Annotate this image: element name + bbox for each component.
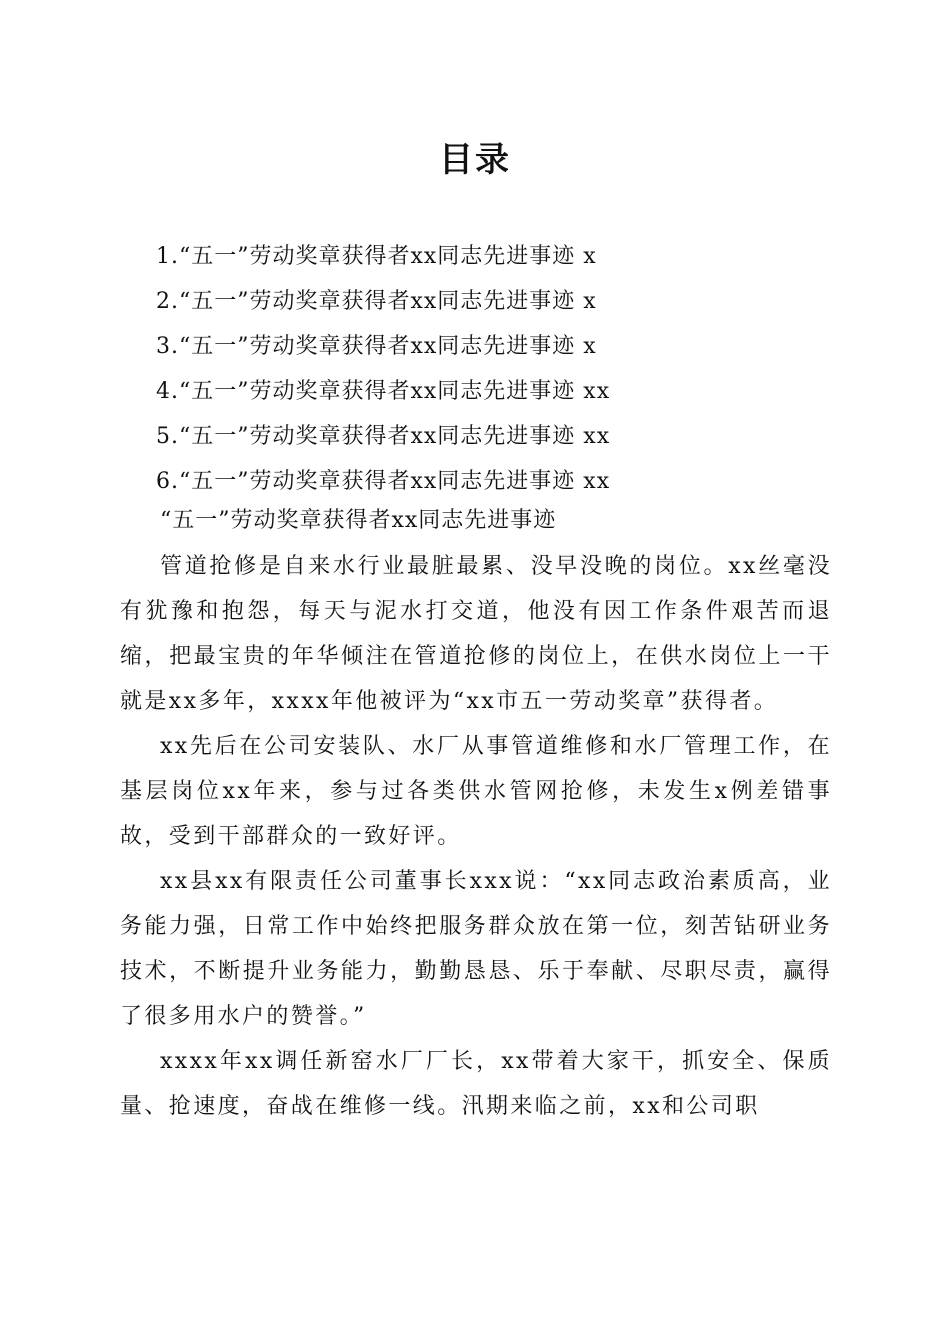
table-of-contents [156,234,856,504]
article-title: “五一”劳动奖章获得者xx同志先进事迹 [160,508,557,533]
paragraph-4: xxxx年xx调任新窑水厂厂长，xx带着大家干，抓安全、保质量、抢速度，奋战在维修一线。汛期来临之前，xx和公司职 [120,1049,832,1119]
paragraph-3: xx县xx有限责任公司董事长xxx说：“xx同志政治素质高，业务能力强，日常工作中始终把服务群众放在第一位，刻苦钻研业务技术，不断提升业务能力，勤勤恳恳、乐于奉献、尽职尽责，赢得了很多用水户的赞誉。” [120,869,832,1029]
paragraph-2: xx先后在公司安装队、水厂从事管道维修和水厂管理工作，在基层岗位xx年来，参与过各类供水管网抢修，未发生x例差错事故，受到干部群众的一致好评。 [120,734,832,849]
article-body [120,544,832,1129]
toc-item-3: 3.“五一”劳动奖章获得者xx同志先进事迹 x [156,334,597,359]
toc-item-4: 4.“五一”劳动奖章获得者xx同志先进事迹 xx [156,379,611,404]
toc-item-1: 1.“五一”劳动奖章获得者xx同志先进事迹 x [156,244,597,269]
toc-item-2: 2.“五一”劳动奖章获得者xx同志先进事迹 x [156,289,597,314]
toc-item-6: 6.“五一”劳动奖章获得者xx同志先进事迹 xx [156,469,611,494]
paragraph-1: 管道抢修是自来水行业最脏最累、没早没晚的岗位。xx丝毫没有犹豫和抱怨，每天与泥水打交道，他没有因工作条件艰苦而退缩，把最宝贵的年华倾注在管道抢修的岗位上，在供水岗位上一干就是xx多年，xxxx年他被评为“xx市五一劳动奖章”获得者。 [120,554,832,714]
toc-item-5: 5.“五一”劳动奖章获得者xx同志先进事迹 xx [156,424,611,449]
page-title: 目录 [439,140,511,180]
